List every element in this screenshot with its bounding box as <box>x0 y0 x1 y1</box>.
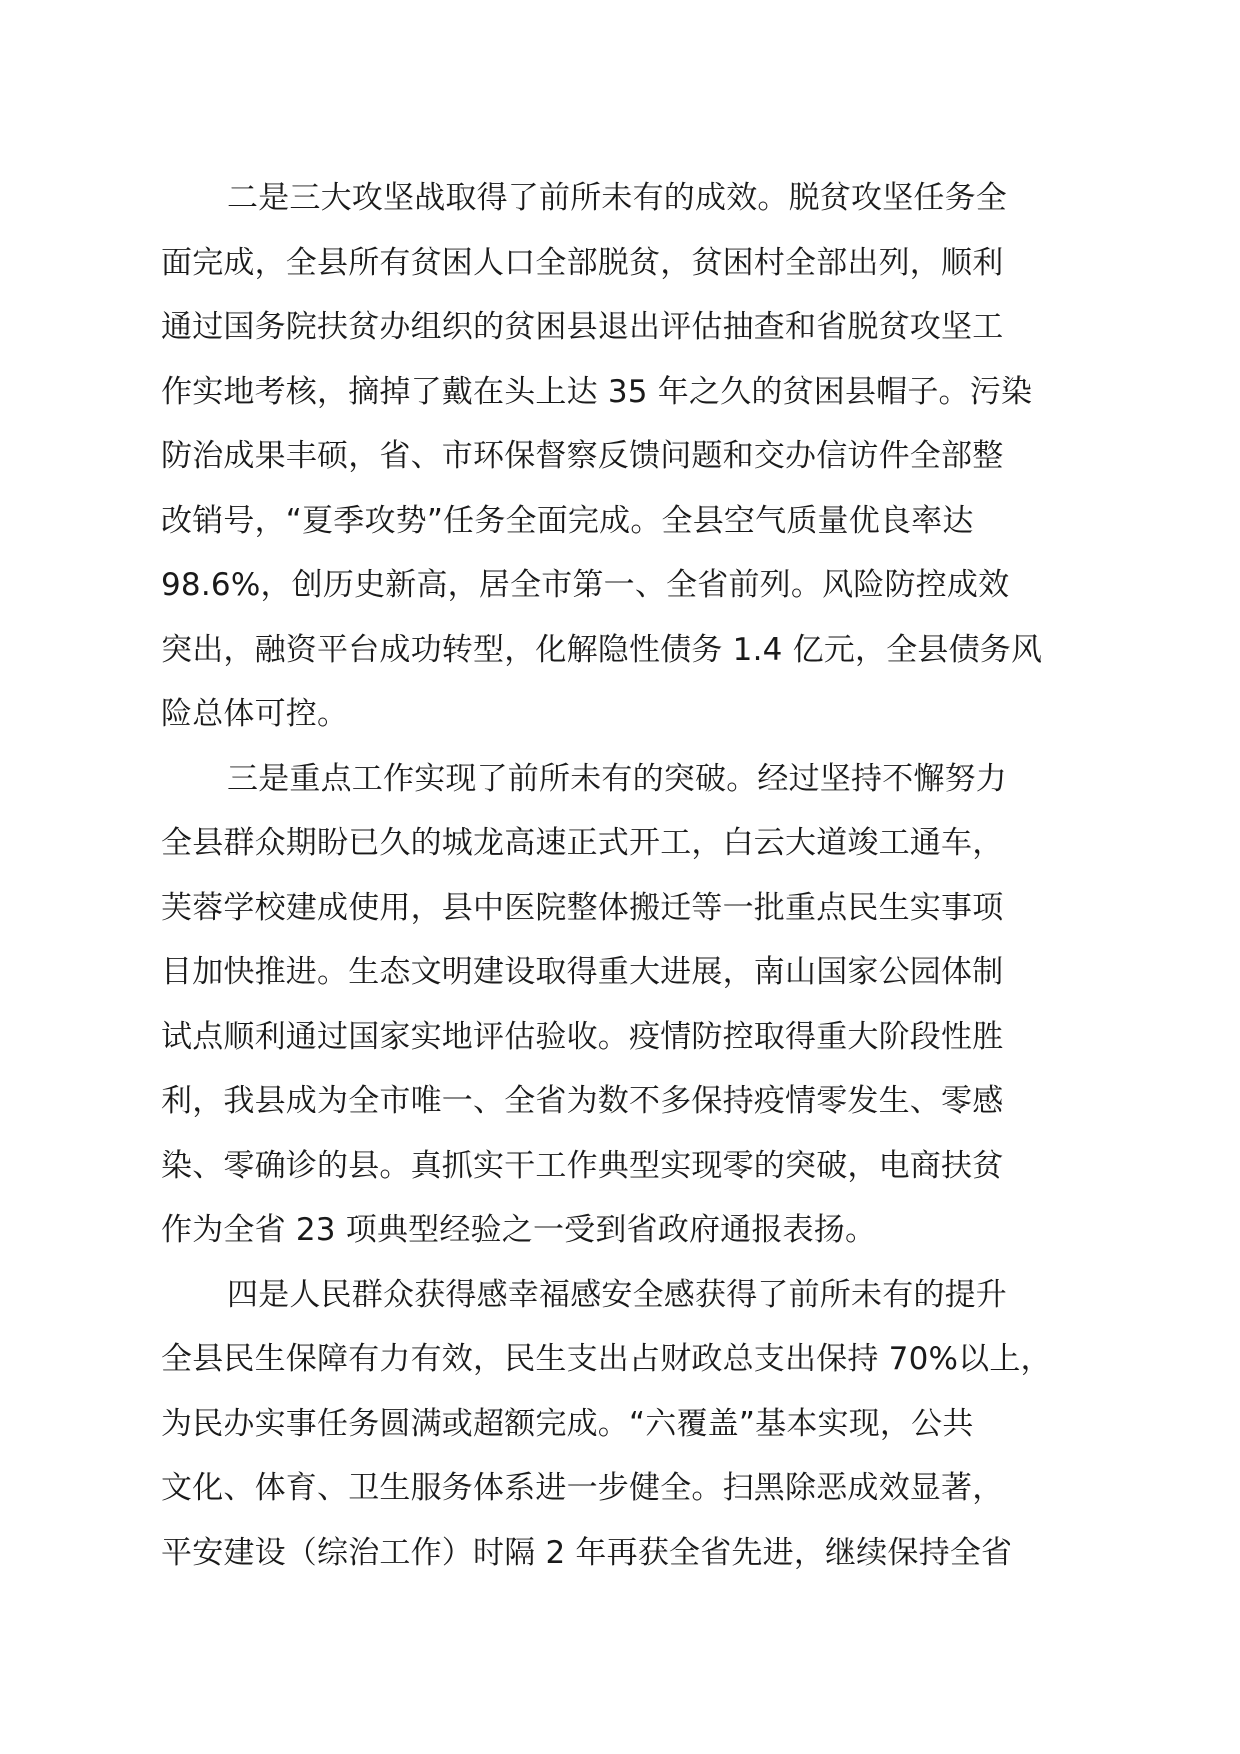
document-body <box>161 166 1121 1585</box>
text-line: 为民办实事任务圆满或超额完成。“六覆盖”基本实现，公共 <box>161 1405 974 1442</box>
text-line: 险总体可控。 <box>161 696 349 732</box>
text-line: 作实地考核，摘掉了戴在头上达 35 年之久的贫困县帽子。污染 <box>161 373 1033 410</box>
text-line: 98.6%，创历史新高，居全市第一、全省前列。风险防控成效 <box>161 567 1010 603</box>
text-line: 面完成，全县所有贫困人口全部脱贫，贫困村全部出列，顺利 <box>161 244 1004 281</box>
text-line: 通过国务院扶贫办组织的贫困县退出评估抽查和省脱贫攻坚工 <box>161 309 1004 345</box>
paragraph-first-line: 三是重点工作实现了前所未有的突破。经过坚持不懈努力 <box>227 760 1007 797</box>
text-line: 改销号，“夏季攻势”任务全面完成。全县空气质量优良率达 <box>161 502 974 539</box>
paragraph-first-line: 四是人民群众获得感幸福感安全感获得了前所未有的提升 <box>227 1276 1007 1313</box>
text-line: 防治成果丰硕，省、市环保督察反馈问题和交办信访件全部整 <box>161 438 1004 474</box>
text-line: 文化、体育、卫生服务体系进一步健全。扫黑除恶成效显著， <box>161 1470 1004 1506</box>
text-line: 全县群众期盼已久的城龙高速正式开工，白云大道竣工通车， <box>161 825 1004 861</box>
paragraph-first-line: 二是三大攻坚战取得了前所未有的成效。脱贫攻坚任务全 <box>227 180 1007 216</box>
text-line: 染、零确诊的县。真抓实干工作典型实现零的突破，电商扶贫 <box>161 1147 1004 1184</box>
text-line: 突出，融资平台成功转型，化解隐性债务 1.4 亿元，全县债务风 <box>161 631 1043 668</box>
text-line: 目加快推进。生态文明建设取得重大进展，南山国家公园体制 <box>161 954 1004 990</box>
text-line: 利，我县成为全市唯一、全省为数不多保持疫情零发生、零感 <box>161 1083 1004 1119</box>
text-line: 芙蓉学校建成使用，县中医院整体搬迁等一批重点民生实事项 <box>161 889 1004 926</box>
text-line: 全县民生保障有力有效，民生支出占财政总支出保持 70%以上， <box>161 1341 1052 1377</box>
text-line: 平安建设（综治工作）时隔 2 年再获全省先进，继续保持全省 <box>161 1534 1013 1571</box>
text-line: 作为全省 23 项典型经验之一受到省政府通报表扬。 <box>161 1212 877 1248</box>
text-line: 试点顺利通过国家实地评估验收。疫情防控取得重大阶段性胜 <box>161 1018 1004 1055</box>
